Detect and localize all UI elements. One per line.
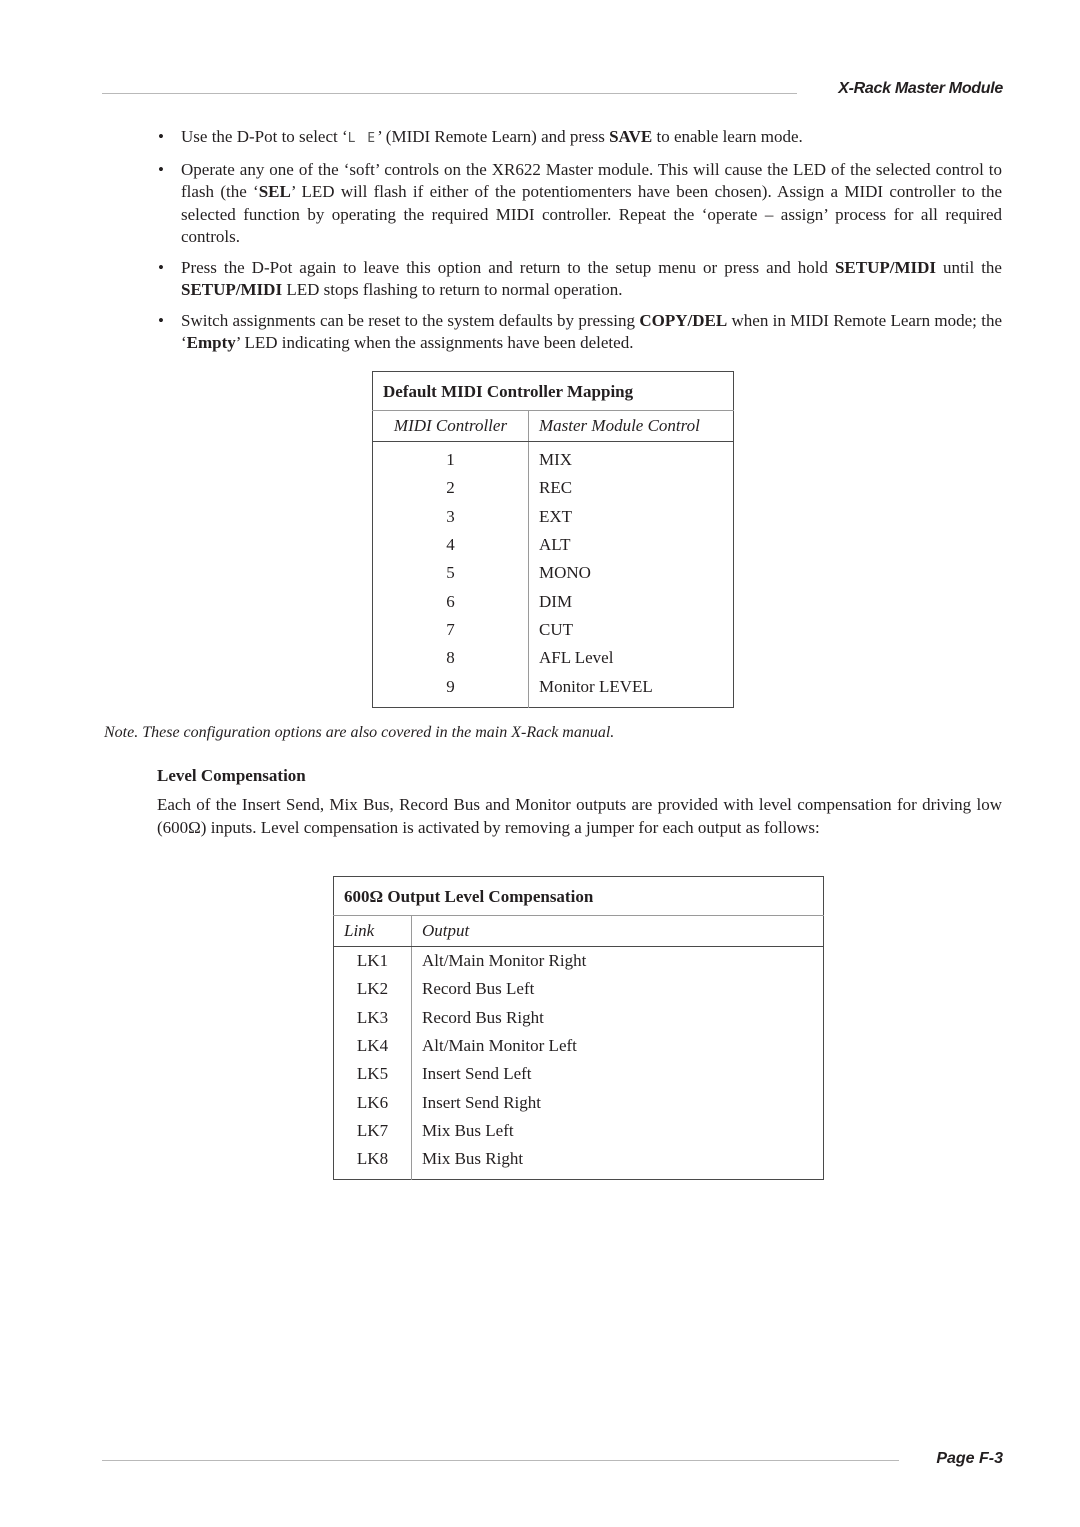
output-name: Mix Bus Left (422, 1120, 514, 1140)
bold-term: COPY/DEL (639, 310, 728, 330)
text-run: when in MIDI Remote Learn mode; the ‘ (181, 310, 1002, 352)
instruction-bullet-list (158, 126, 1002, 363)
table-row (373, 672, 734, 707)
midi-controller-number: 1 (373, 442, 529, 475)
page-number: Page F-3 (936, 1450, 1003, 1467)
running-header-title: X-Rack Master Module (838, 80, 1003, 97)
output-name: Record Bus Right (422, 1007, 544, 1027)
master-module-control: MIX (539, 450, 573, 470)
output-name: Alt/Main Monitor Left (422, 1036, 577, 1056)
bullet-item (158, 159, 1002, 249)
midi-controller-number: 4 (373, 531, 529, 559)
master-module-control: DIM (539, 591, 573, 611)
bullet-text (181, 160, 1002, 247)
text-run: Operate any one of the ‘soft’ controls on the XR622 Master module. This will cause the LED of the selected control to flash (the ‘ (181, 159, 1002, 201)
table-row (334, 1032, 824, 1060)
midi-controller-number: 8 (373, 644, 529, 672)
table-row (334, 1145, 824, 1180)
bullet-icon: • (158, 127, 164, 146)
link-id: LK4 (334, 1032, 412, 1060)
table-row (373, 531, 734, 559)
column-header: Output (412, 916, 824, 947)
midi-controller-number: 5 (373, 559, 529, 587)
bold-term: SETUP/MIDI (181, 280, 283, 299)
text-run: to enable learn mode. (652, 127, 803, 146)
table-row (334, 975, 824, 1003)
master-module-control: EXT (539, 506, 573, 526)
table-row (373, 587, 734, 615)
text-run: ’ (MIDI Remote Learn) and press (377, 127, 610, 146)
text-run: ’ LED will flash if either of the potentiomenters have been chosen). Assign a MIDI controller to the selected function by operating the required MIDI controller. Repeat the ‘operate – assign’ process for all required controls. (181, 182, 1003, 246)
table-row (334, 947, 824, 976)
output-level-compensation-table (333, 876, 824, 1180)
output-name: Insert Send Right (422, 1092, 541, 1112)
link-id: LK8 (334, 1145, 412, 1180)
master-module-control: ALT (539, 535, 571, 555)
midi-controller-number: 9 (373, 672, 529, 707)
bullet-text (181, 127, 803, 146)
section-heading-level-compensation: Level Compensation (157, 766, 306, 785)
output-name: Insert Send Left (422, 1064, 532, 1084)
text-run: until the (936, 257, 1002, 277)
link-id: LK7 (334, 1117, 412, 1145)
bullet-icon: • (158, 257, 164, 277)
table-row (373, 503, 734, 531)
link-id: LK1 (334, 947, 412, 976)
column-header: Link (334, 916, 412, 947)
header-rule (102, 93, 797, 94)
table-row (373, 644, 734, 672)
table-row (373, 616, 734, 644)
output-name: Mix Bus Right (422, 1149, 524, 1169)
text-run: Press the D-Pot again to leave this option and return to the setup menu or press and hold (181, 257, 835, 277)
midi-controller-number: 7 (373, 616, 529, 644)
table-title: 600Ω Output Level Compensation (334, 877, 824, 916)
column-header: Master Module Control (529, 411, 734, 442)
output-name: Alt/Main Monitor Right (422, 951, 587, 971)
bullet-item (158, 310, 1002, 355)
table-row (334, 1117, 824, 1145)
midi-controller-mapping-table (372, 371, 734, 708)
level-compensation-paragraph: Each of the Insert Send, Mix Bus, Record Bus and Monitor outputs are provided with level compensation for driving low (600Ω) inputs. Level compensation is activated by removing a jumper for each output as follows: (157, 795, 1002, 837)
master-module-control: CUT (539, 619, 573, 639)
table-row (334, 1004, 824, 1032)
text-run: LED stops flashing to return to normal operation. (282, 280, 623, 299)
master-module-control: AFL Level (539, 648, 614, 668)
output-name: Record Bus Left (422, 979, 535, 999)
bold-term: SETUP/MIDI (834, 257, 937, 277)
bold-term: Empty (186, 333, 236, 352)
bullet-item (158, 126, 1002, 151)
link-id: LK6 (334, 1088, 412, 1116)
led-display-glyph: L E (347, 131, 378, 146)
footer-rule (102, 1460, 899, 1461)
master-module-control: MONO (539, 563, 591, 583)
midi-controller-number: 2 (373, 474, 529, 502)
table-row (334, 1088, 824, 1116)
bullet-icon: • (158, 159, 164, 179)
link-id: LK5 (334, 1060, 412, 1088)
bullet-item (158, 257, 1002, 302)
link-id: LK3 (334, 1004, 412, 1032)
master-module-control: REC (539, 478, 573, 498)
table-row (373, 442, 734, 475)
table-row (334, 1060, 824, 1088)
bullet-text (181, 311, 1002, 353)
table-title: Default MIDI Controller Mapping (373, 372, 734, 411)
bold-term: SAVE (609, 127, 653, 146)
bullet-icon: • (158, 310, 164, 330)
text-run: Switch assignments can be reset to the system defaults by pressing (181, 310, 640, 330)
bold-term: SEL (258, 182, 291, 201)
note-text: Note. These configuration options are also covered in the main X-Rack manual. (104, 724, 615, 741)
midi-controller-number: 6 (373, 587, 529, 615)
table-row (373, 474, 734, 502)
link-id: LK2 (334, 975, 412, 1003)
column-header: MIDI Controller (373, 411, 529, 442)
text-run: Use the D-Pot to select ‘ (181, 127, 348, 146)
master-module-control: Monitor LEVEL (539, 676, 653, 696)
midi-controller-number: 3 (373, 503, 529, 531)
table-row (373, 559, 734, 587)
bullet-text (181, 258, 1002, 300)
text-run: ’ LED indicating when the assignments have been deleted. (235, 333, 634, 352)
